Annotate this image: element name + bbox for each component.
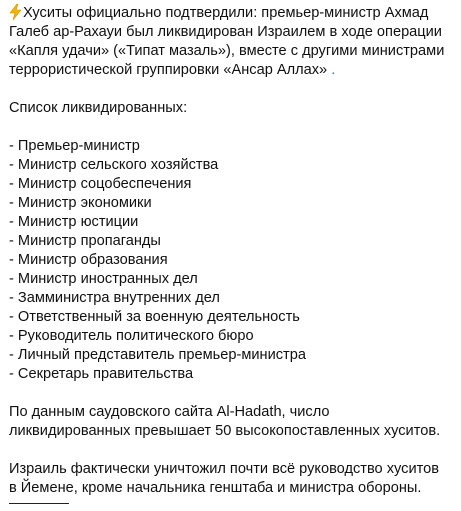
separator-line — [9, 503, 69, 504]
source-line: По данным саудовского сайта Al-Hadath, число — [9, 404, 330, 420]
paragraph-spacer — [9, 384, 457, 403]
trailing-dot: . — [327, 62, 336, 78]
list-item: - Министр образования — [9, 252, 168, 268]
conclusion-line: в Йемене, кроме начальника генштаба и министра обороны. — [9, 480, 422, 496]
list-item: - Личный представитель премьер-министра — [9, 347, 306, 363]
intro-line-text: террористической группировки «Ансар Аллах» — [9, 62, 328, 78]
source-line: ликвидированных превышает 50 высокопоставленных хуситов. — [9, 423, 441, 439]
list-heading — [9, 99, 457, 118]
list-item: - Руководитель политического бюро — [9, 328, 254, 344]
intro-line: «Капля удачи» («Типат мазаль»), вместе с другими министрами — [9, 43, 445, 59]
list-item: - Министр экономики — [9, 195, 152, 211]
conclusion-line: Израиль фактически уничтожил почти всё руководство хуситов — [9, 461, 439, 477]
list-item: - Ответственный за военную деятельность — [9, 309, 300, 325]
list-item: - Замминистра внутренних дел — [9, 290, 220, 306]
list-item: - Министр сельского хозяйства — [9, 157, 219, 173]
list-item: - Министр пропаганды — [9, 233, 161, 249]
paragraph-spacer — [9, 118, 457, 137]
paragraph-spacer — [9, 441, 457, 460]
intro-line-text: Хуситы официально подтвердили: премьер-министр Ахмад — [23, 5, 429, 21]
lightning-bolt-icon — [9, 4, 22, 20]
list-item: - Министр юстиции — [9, 214, 139, 230]
list-heading-text: Список ликвидированных: — [9, 100, 188, 116]
intro-line: Галеб ар-Рахауи был ликвидирован Израилем в ходе операции — [9, 24, 442, 40]
intro-line — [9, 4, 457, 23]
paragraph-spacer — [9, 80, 457, 99]
eliminated-list — [9, 137, 457, 384]
intro-paragraph — [9, 4, 457, 80]
intro-line — [9, 61, 457, 80]
list-item: - Министр соцобеспечения — [9, 176, 192, 192]
list-item: - Секретарь правительства — [9, 366, 194, 382]
list-item: - Министр иностранных дел — [9, 271, 198, 287]
conclusion-paragraph — [9, 460, 457, 498]
list-item: - Премьер-министр — [9, 138, 140, 154]
source-paragraph — [9, 403, 457, 441]
